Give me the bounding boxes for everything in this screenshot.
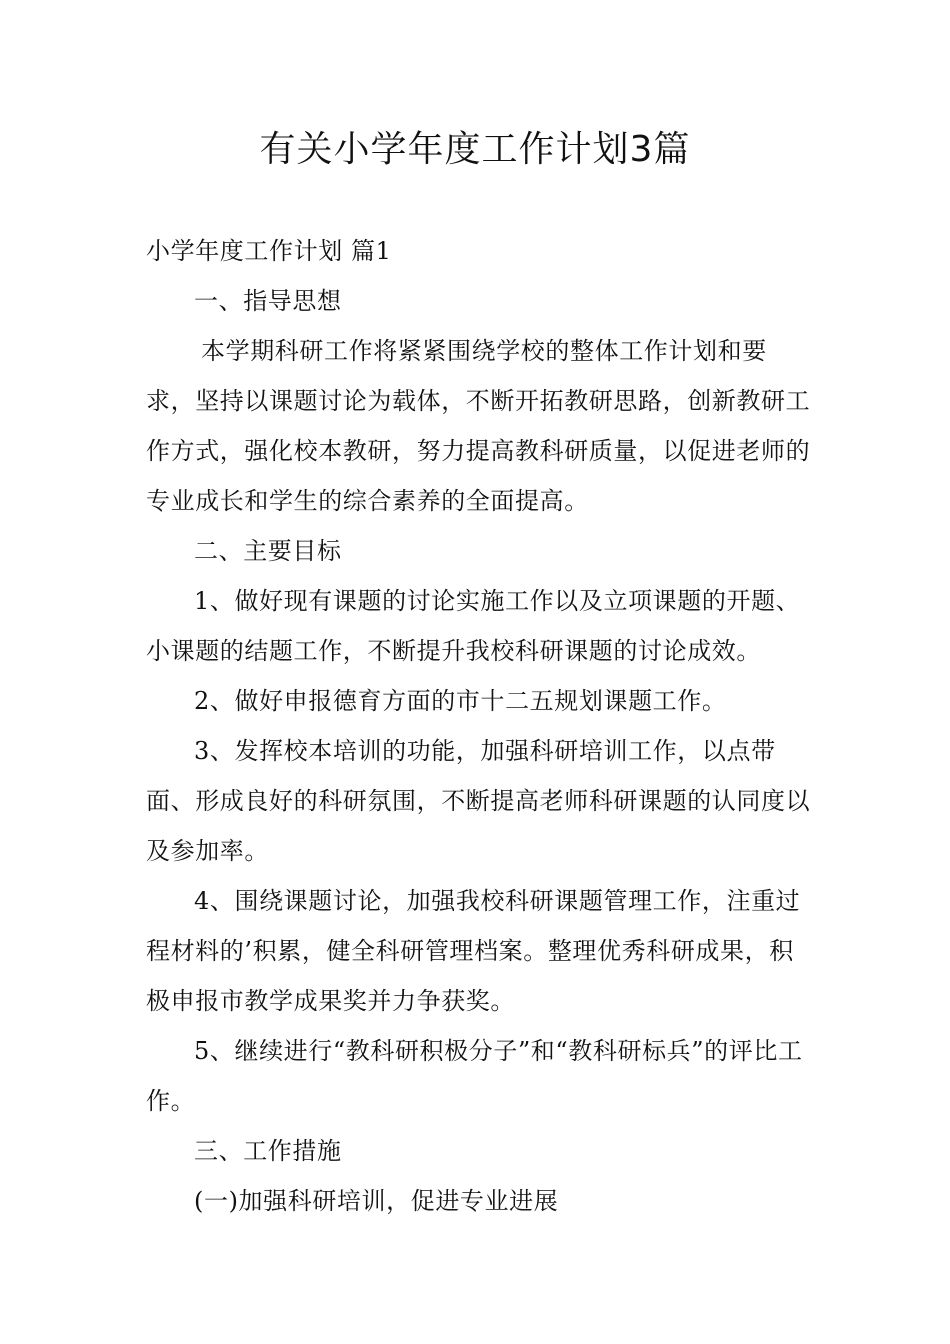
document-body bbox=[146, 226, 814, 1226]
subheading-training: (一)加强科研培训，促进专业进展 bbox=[194, 1187, 559, 1215]
goal-item-5: 5、继续进行“教科研积极分子”和“教科研标兵”的评比工作。 bbox=[146, 1037, 803, 1115]
heading-work-measures: 三、工作措施 bbox=[194, 1137, 342, 1165]
goal-item-4: 4、围绕课题讨论，加强我校科研课题管理工作，注重过程材料的’积累，健全科研管理档案。整理优秀科研成果，积极申报市教学成果奖并力争获奖。 bbox=[146, 887, 801, 1015]
section-heading: 小学年度工作计划 篇1 bbox=[146, 237, 392, 265]
paragraph-guiding-thought: 本学期科研工作将紧紧围绕学校的整体工作计划和要求，坚持以课题讨论为载体，不断开拓教研思路，创新教研工作方式，强化校本教研，努力提高教科研质量，以促进老师的专业成长和学生的综合素养的全面提高。 bbox=[146, 337, 811, 515]
goal-item-3: 3、发挥校本培训的功能，加强科研培训工作，以点带面、形成良好的科研氛围，不断提高老师科研课题的认同度以及参加率。 bbox=[146, 737, 811, 865]
goal-item-2: 2、做好申报德育方面的市十二五规划课题工作。 bbox=[194, 687, 727, 715]
goal-item-1: 1、做好现有课题的讨论实施工作以及立项课题的开题、小课题的结题工作，不断提升我校科研课题的讨论成效。 bbox=[146, 587, 801, 665]
heading-guiding-thought: 一、指导思想 bbox=[194, 287, 342, 315]
document-title: 有关小学年度工作计划3篇 bbox=[259, 129, 691, 170]
heading-main-goals: 二、主要目标 bbox=[194, 537, 342, 565]
